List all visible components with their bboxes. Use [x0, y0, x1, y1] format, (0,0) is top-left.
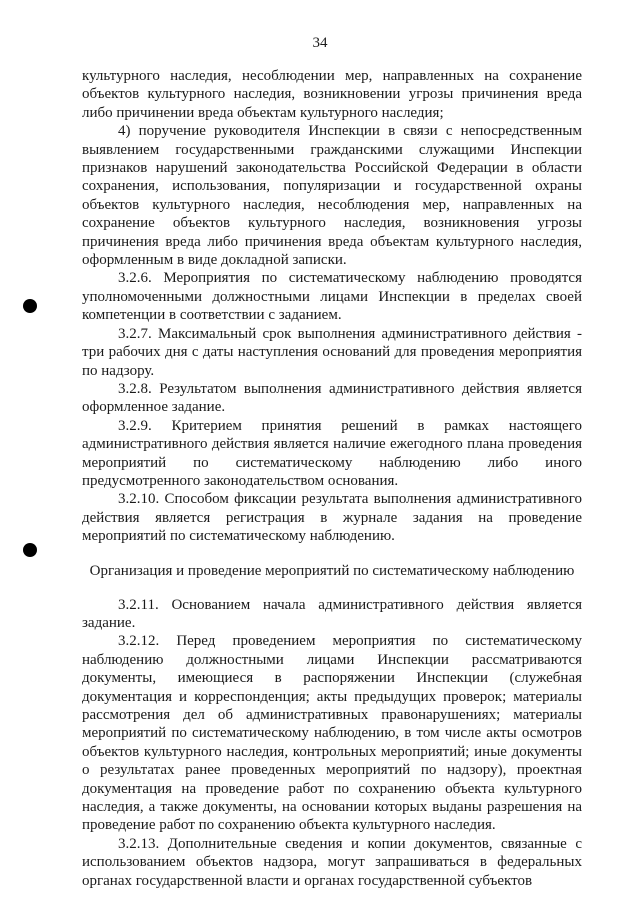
paragraph-item-4: 4) поручение руководителя Инспекции в связи с непосредственным выявлением государственными гражданскими служащими Инспекции признаков нарушений законодательства Российской Федерации в области сохранения, использования, популяризации и государственной охраны объектов культурного наследия, несоблюдения мер, направленных на сохранение объектов культурного наследия, возникновения угрозы причинения вреда либо причинения вреда объектам культурного наследия, оформленным в виде докладной записки. — [82, 123, 582, 269]
paragraph-3-2-13: 3.2.13. Дополнительные сведения и копии документов, связанные с использованием объектов надзора, могут запрашиваться в федеральных органах государственной власти и органах государственной субъектов — [82, 835, 582, 889]
paragraph-3-2-6: 3.2.6. Мероприятия по систематическому наблюдению проводятся уполномоченными должностными лицами Инспекции в пределах своей компетенции в соответствии с заданием. — [82, 270, 582, 324]
paragraph-3-2-8: 3.2.8. Результатом выполнения административного действия является оформленное задание. — [82, 380, 582, 416]
page-number: 34 — [312, 35, 328, 51]
paragraph-3-2-7: 3.2.7. Максимальный срок выполнения административного действия - три рабочих дня с даты наступления оснований для проведения мероприятия по надзору. — [82, 325, 582, 379]
punch-hole-mark — [23, 543, 37, 557]
document-body — [82, 67, 582, 890]
paragraph-3-2-12: 3.2.12. Перед проведением мероприятия по систематическому наблюдению должностными лицами Инспекции рассматриваются документы, имеющиеся в распоряжении Инспекции (служебная документация и корреспонденция; акты предыдущих проверок; материалы рассмотрения дел об административных правонарушениях; материалы мероприятий по систематическому наблюдению, в том числе акты осмотров объектов культурного наследия, контрольных мероприятий; иные документы о результатах ранее проведенных мероприятий по надзору), проектная документация на проведение работ по сохранению объекта культурного наследия, а также документы, на основании которых выданы разрешения на проведение работ по сохранению объекта культурного наследия. — [82, 633, 582, 834]
punch-hole-mark — [23, 299, 37, 313]
paragraph-3-2-9: 3.2.9. Критерием принятия решений в рамках настоящего административного действия является наличие ежегодного плана проведения мероприятий по систематическому наблюдению либо иного предусмотренного законодательством основания. — [82, 417, 582, 489]
section-heading: Организация и проведение мероприятий по систематическому наблюдению — [89, 562, 575, 579]
paragraph-3-2-11: 3.2.11. Основанием начала административного действия является задание. — [82, 596, 582, 631]
paragraph-continuation: культурного наследия, несоблюдении мер, направленных на сохранение объектов культурного наследия, возникновении угрозы причинения вреда либо причинении вреда объектам культурного наследия; — [82, 68, 582, 121]
paragraph-3-2-10: 3.2.10. Способом фиксации результата выполнения административного действия является регистрация в журнале задания на проведение мероприятий по систематическому наблюдению. — [82, 491, 582, 545]
